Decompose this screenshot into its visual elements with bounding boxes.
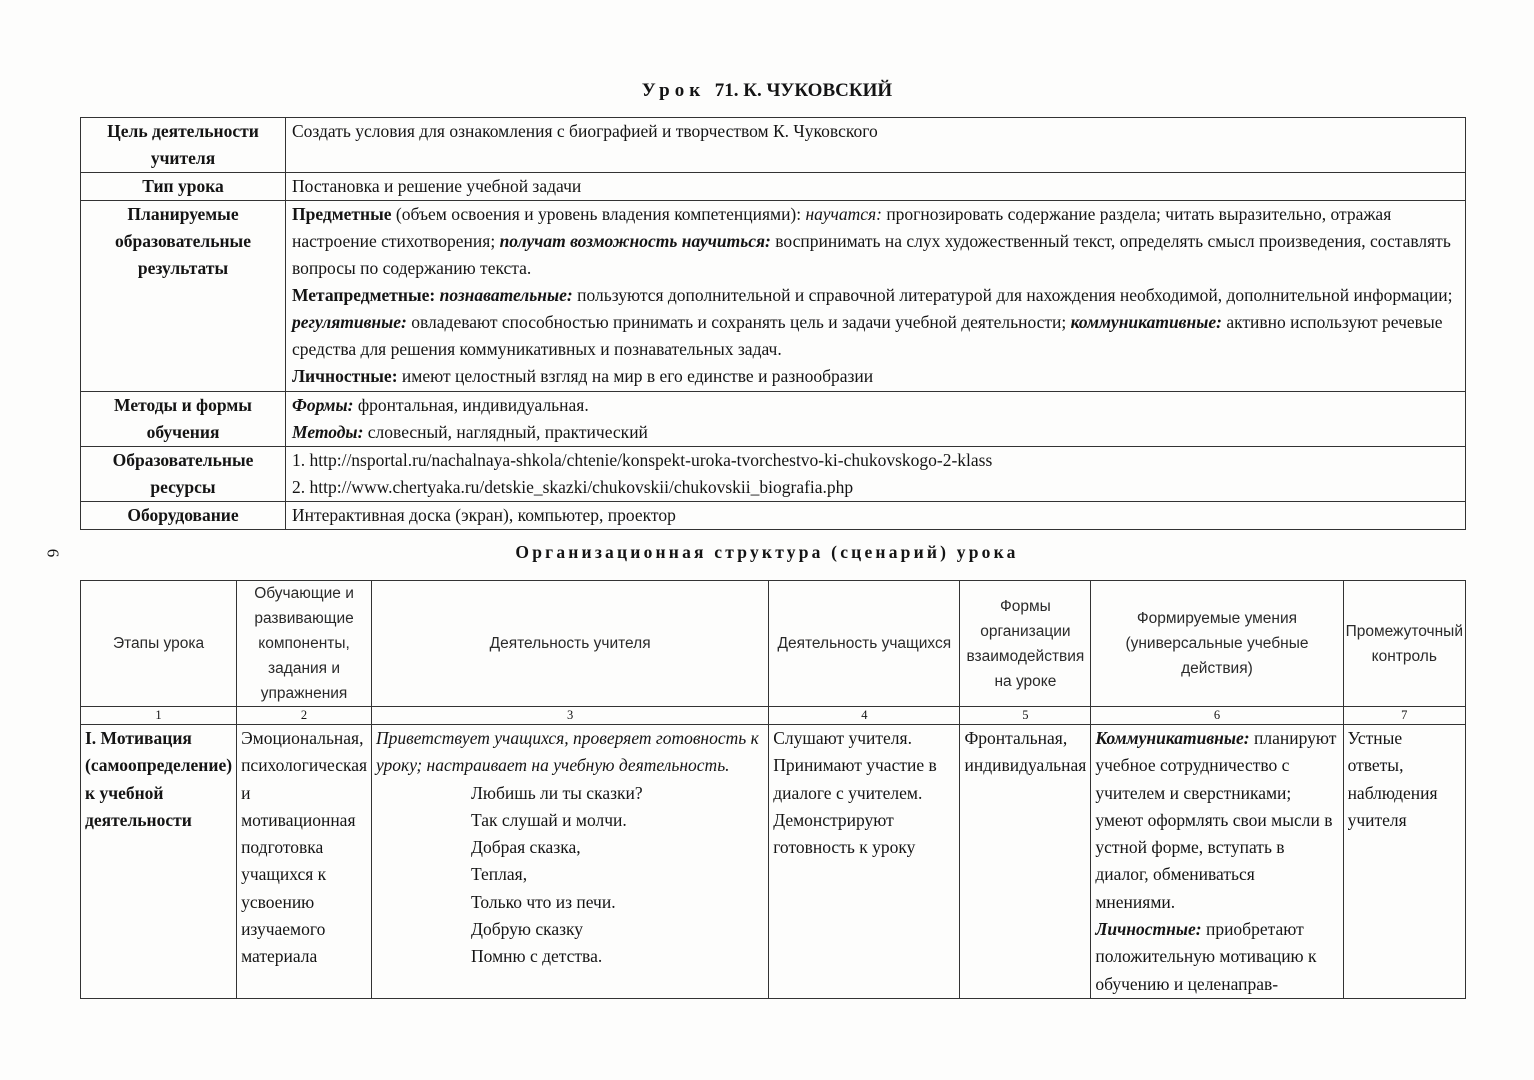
teacher-intro: Приветствует учащихся, проверяет готовность к уроку; настраивает на учебную деятельность.	[376, 728, 759, 776]
regulative-label: регулятивные:	[292, 312, 407, 332]
info-value-methods: Формы: фронтальная, индивидуальная. Методы: словесный, наглядный, практический	[286, 392, 1466, 447]
info-label-resources: Образовательные ресурсы	[81, 447, 286, 502]
info-value-equipment: Интерактивная доска (экран), компьютер, проектор	[286, 502, 1466, 530]
scenario-table	[80, 580, 1466, 999]
info-label-results: Планируемые образовательные результаты	[81, 201, 286, 392]
header-forms: Формы организации взаимодействия на уроке	[960, 581, 1091, 707]
info-row-equipment	[81, 502, 1466, 530]
resource-link-1[interactable]: 1. http://nsportal.ru/nachalnaya-shkola/chtenie/konspekt-uroka-tvorchestvo-ki-chukovskogo-2-klass	[292, 450, 993, 470]
stage-cell: I. Мотивация (самоопределение) к учебной деятельности	[81, 725, 237, 999]
info-label-methods: Методы и формы обучения	[81, 392, 286, 447]
header-students: Деятельность учащихся	[769, 581, 960, 707]
scenario-header-row	[81, 581, 1466, 707]
info-value-goal: Создать условия для ознакомления с биографией и творчеством К. Чуковского	[286, 118, 1466, 173]
lesson-title	[0, 80, 1534, 102]
will-learn-label: научатся:	[805, 204, 882, 224]
personal-label: Личностные:	[292, 366, 398, 386]
header-teacher: Деятельность учителя	[372, 581, 769, 707]
header-control: Промежуточный контроль	[1343, 581, 1465, 707]
info-label-type: Тип урока	[81, 173, 286, 201]
subject-label: Предметные	[292, 204, 392, 224]
forms-label: Формы:	[292, 395, 354, 415]
teacher-cell	[372, 725, 769, 999]
resource-link-2[interactable]: 2. http://www.chertyaka.ru/detskie_skazki/chukovskii/chukovskii_biografia.php	[292, 477, 854, 497]
info-value-resources	[286, 447, 1466, 502]
margin-page-number: 6	[43, 548, 63, 558]
results-personal: Личностные: имеют целостный взгляд на мир в его единстве и разнообразии	[292, 366, 874, 386]
info-value-type: Постановка и решение учебной задачи	[286, 173, 1466, 201]
poem: Любишь ли ты сказки? Так слушай и молчи. Добрая сказка, Теплая, Только что из печи. Добрую сказку Помню с детства.	[471, 782, 643, 967]
skills-pers-label: Личностные:	[1095, 919, 1202, 940]
results-meta: Метапредметные: познавательные: пользуются дополнительной и справочной литературой для нахождения необходимой, дополнительной информации; регулятивные: овладевают способностью принимать и сохранять цель и задачи учебной деятельности; коммуникативные: активно используют речевые средства для решения коммуникативных и познавательных задач.	[292, 285, 1453, 359]
meta-label: Метапредметные:	[292, 285, 436, 305]
forms-cell: Фронтальная, индивидуальная	[960, 725, 1091, 999]
communicative-label: коммуникативные:	[1070, 312, 1222, 332]
header-stages: Этапы урока	[81, 581, 237, 707]
results-subject: Предметные (объем освоения и уровень владения компетенциями): научатся: прогнозировать содержание раздела; читать выразительно, отражая настроение стихотворения; получат возможность научиться: воспринимать на слух художественный текст, определять смысл произведения, составлять вопросы по содержанию текста.	[292, 204, 1451, 278]
header-skills: Формируемые умения (универсальные учебные действия)	[1091, 581, 1343, 707]
scenario-number-row: 1 2 3 4 5 6 7	[81, 707, 1466, 725]
info-row-resources	[81, 447, 1466, 502]
methods-label: Методы:	[292, 422, 364, 442]
info-label-goal: Цель деятельности учителя	[81, 118, 286, 173]
info-row-results	[81, 201, 1466, 392]
section-title: Организационная структура (сценарий) урока	[515, 542, 1019, 562]
control-cell: Устные ответы, наблюдения учителя	[1343, 725, 1465, 999]
skills-comm-label: Коммуникативные:	[1095, 728, 1250, 748]
will-get-label: получат возможность научиться:	[499, 231, 771, 251]
students-cell: Слушают учителя. Принимают участие в диалоге с учителем. Демонстрируют готовность к уроку	[769, 725, 960, 999]
info-row-goal	[81, 118, 1466, 173]
header-components: Обучающие и развивающие компоненты, задания и упражнения	[237, 581, 372, 707]
info-value-results	[286, 201, 1466, 392]
lesson-info-table	[80, 117, 1466, 530]
lesson-title-text: 71. К. ЧУКОВСКИЙ	[714, 80, 893, 101]
lesson-title-prefix: Урок	[641, 80, 706, 101]
scenario-row-motivation	[81, 725, 1466, 999]
info-row-methods	[81, 392, 1466, 447]
info-row-type	[81, 173, 1466, 201]
skills-cell: Коммуникативные: планируют учебное сотрудничество с учителем и сверстниками; умеют оформлять свои мысли в устной форме, вступать в диалог, обмениваться мнениями. Личностные: приобретают положительную мотивацию к обучению и целенаправ-	[1091, 725, 1343, 999]
components-cell: Эмоциональная, психологическая и мотивационная подготовка учащихся к усвоению изучаемого материала	[237, 725, 372, 999]
info-label-equipment: Оборудование	[81, 502, 286, 530]
cognitive-label: познавательные:	[439, 285, 573, 305]
